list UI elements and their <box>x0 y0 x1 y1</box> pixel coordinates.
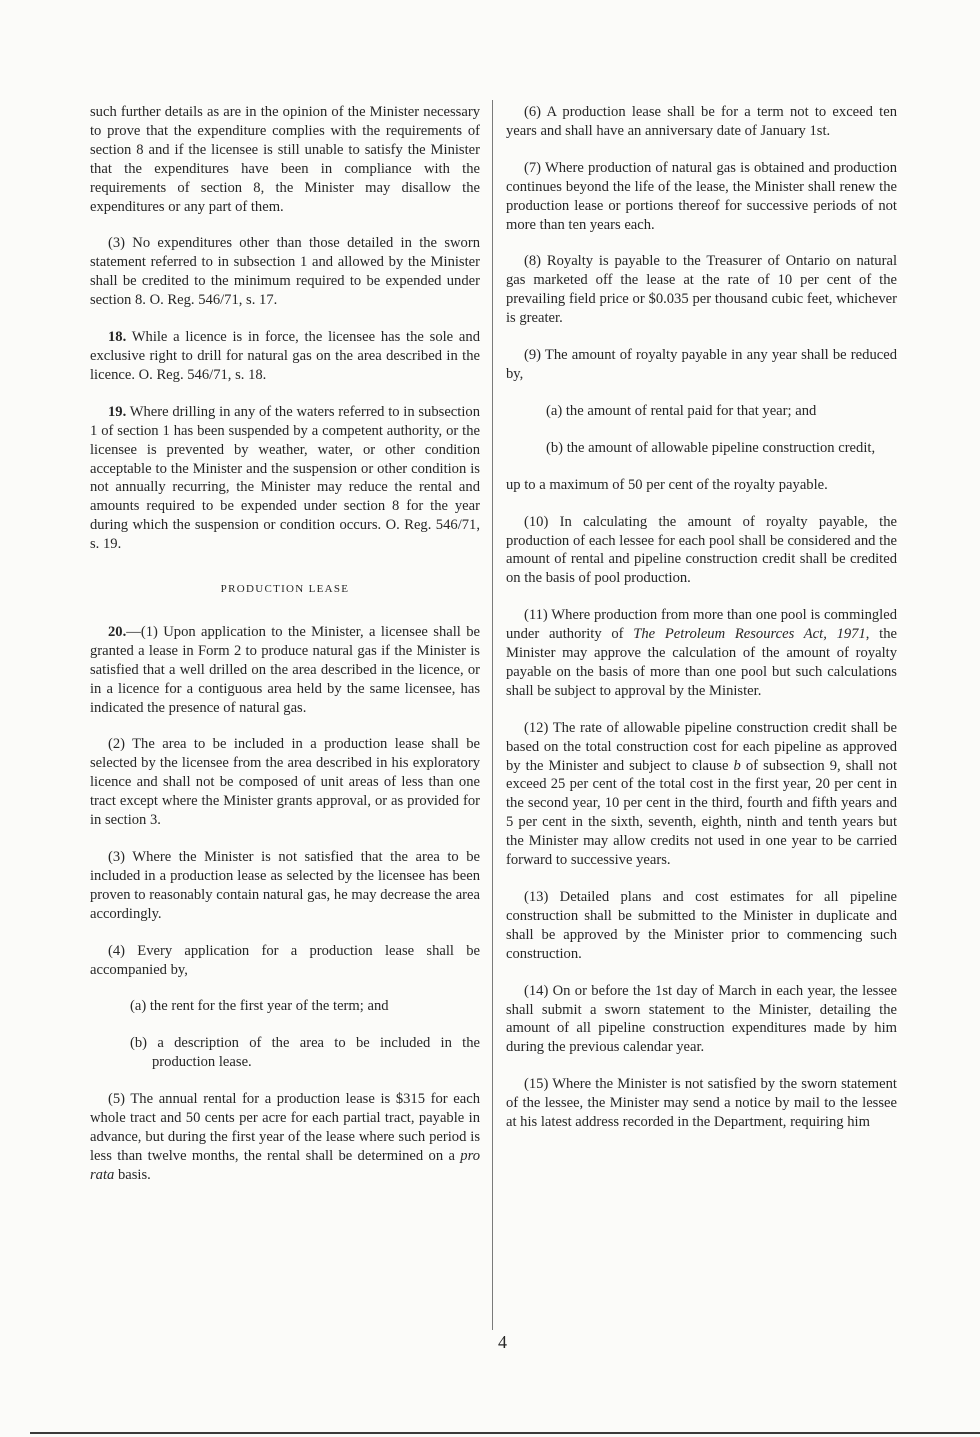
section-number: 18. <box>108 329 127 346</box>
section-18 <box>90 328 480 385</box>
page-number: 4 <box>498 1332 507 1352</box>
left-column <box>90 103 480 1203</box>
section-20-7: (7) Where production of natural gas is obtained and production continues beyond the life of the lease, the Minister shall renew the production lease or portions thereof for successive periods of not more than ten years each. <box>506 159 897 233</box>
section-text: —(1) Upon application to the Minister, a licensee shall be granted a lease in Form 2 to produce natural gas if the Minister is satisfied that a well drilled on the area described in the licence, or in a licence for a contiguous area held by the same licensee, has indicated the presence of natural gas. <box>90 623 480 716</box>
section-20-8: (8) Royalty is payable to the Treasurer of Ontario on natural gas marketed off the lease at the rate of 10 per cent of the prevailing field price or $0.035 per thousand cubic feet, whichever is greater. <box>506 253 897 327</box>
right-column <box>506 103 897 1150</box>
clause-label: (b) <box>130 1035 148 1052</box>
section-20-3: (3) Where the Minister is not satisfied that the area to be included in a production lease as selected by the licensee has been proven to reasonably contain natural gas, he may decrease the area accordingly. <box>90 849 480 922</box>
section-20-14: (14) On or before the 1st day of March in each year, the lessee shall submit a sworn statement to the Minister, detailing the amount of all pipeline construction expenditures made by him during the previous calendar year. <box>506 982 897 1056</box>
paragraph-17-3: (3) No expenditures other than those detailed in the sworn statement referred to in subsection 1 and allowed by the Minister shall be credited to the minimum required to be expended under section 8. O. Reg. 546/71, s. 17. <box>90 235 480 309</box>
clause-20-4-a <box>130 997 480 1016</box>
section-20-9: (9) The amount of royalty payable in any year shall be reduced by, <box>506 347 897 382</box>
text-run: (12) The rate of allowable pipeline construction credit shall be based on the total construction cost for each pipeline as approved by the Minister and subject to clause <box>506 719 897 774</box>
clause-text: a description of the area to be included in the production lease. <box>152 1035 480 1071</box>
section-heading: PRODUCTION LEASE <box>220 583 350 596</box>
clause-text: the amount of allowable pipeline construction credit, <box>566 439 876 456</box>
section-20-13: (13) Detailed plans and cost estimates for all pipeline construction shall be submitted to the Minister in duplicate and shall be approved by the Minister prior to commencing such construction. <box>506 889 897 962</box>
text-run: (11) Where production from more than one pool is commingled under authority of <box>506 607 897 643</box>
clause-20-9-b <box>546 439 897 458</box>
section-20-4: (4) Every application for a production lease shall be accompanied by, <box>90 942 480 978</box>
section-20-11 <box>506 606 897 701</box>
clause-label: (a) <box>130 998 147 1015</box>
clause-label: (a) <box>546 402 563 419</box>
section-text: Where drilling in any of the waters referred to in subsection 1 of section 1 has been suspended by a competent authority, or the licensee is prevented by weather, water, or other condition acceptable to the Minister and the suspension or other condition is not annually recurring, the Minister may reduce the rental and amounts required to be expended under section 8 for the year during which the suspension or condition occurs. O. Reg. 546/71, s. 19. <box>90 403 480 553</box>
text-run: , the Minister may approve the calculation of the amount of royalty payable on the basis of more than one pool but such calculations shall be subject to approval by the Minister. <box>506 626 897 699</box>
section-20-15: (15) Where the Minister is not satisfied by the sworn statement of the lessee, the Minister may send a notice by mail to the lessee at his latest address recorded in the Department, requiring him <box>506 1076 897 1131</box>
text-run: of subsection 9, shall not exceed 25 per cent of the total cost in the first year, 20 per cent in the second year, 10 per cent in the third, fourth and fifth years and 5 per cent in the sixth, seventh, eighth, ninth and tenth years but the Minister may allow credits not used in one year to be carried forward to successive years. <box>506 757 898 869</box>
section-20-1 <box>90 623 480 718</box>
text-run: (5) The annual rental for a production lease is $315 for each whole tract and 50 cents per acre for each partial tract, payable in advance, but during the first year of the lease where such period is less than twelve months, the rental shall be determined on a <box>90 1091 480 1164</box>
clause-20-9-a <box>546 402 897 421</box>
section-20-9-tail: up to a maximum of 50 per cent of the royalty payable. <box>506 476 828 493</box>
paragraph-continuation: such further details as are in the opinion of the Minister necessary to prove that the expenditure complies with the requirements of section 8 and if the licensee is still unable to satisfy the Minister that the expenditures have been in compliance with the requirements of section 8, the Minister may disallow the expenditures or any part of them. <box>90 104 480 215</box>
clause-text: the amount of rental paid for that year; and <box>565 402 817 419</box>
section-20-10: (10) In calculating the amount of royalty payable, the production of each lessee for each pool shall be considered and the amount of rental and pipeline construction credit shall be credited on the basis of pool production. <box>506 513 897 587</box>
italic-act-title: The Petroleum Resources Act, 1971 <box>633 626 866 643</box>
section-20-12 <box>506 719 897 870</box>
section-20-5 <box>90 1090 480 1185</box>
bottom-rule <box>30 1432 980 1434</box>
section-text: While a licence is in force, the licensee has the sole and exclusive right to drill for natural gas on the area described in the licence. O. Reg. 546/71, s. 18. <box>90 329 480 383</box>
section-20-2: (2) The area to be included in a production lease shall be selected by the licensee from the area described in his exploratory licence and shall not be composed of unit areas of less than one tract except where the Minister grants approval, or as provided for in section 3. <box>90 736 480 829</box>
italic-term: pro rata <box>90 1147 480 1183</box>
italic-clause-ref: b <box>733 757 741 774</box>
section-number: 20. <box>108 623 127 640</box>
clause-20-4-b <box>130 1034 480 1072</box>
clause-label: (b) <box>546 439 564 456</box>
section-number: 19. <box>108 403 127 420</box>
text-run: basis. <box>114 1166 151 1183</box>
clause-text: the rent for the first year of the term; and <box>149 998 389 1015</box>
section-20-6: (6) A production lease shall be for a term not to exceed ten years and shall have an anniversary date of January 1st. <box>506 104 897 139</box>
section-19 <box>90 403 480 554</box>
column-divider <box>492 100 493 1330</box>
